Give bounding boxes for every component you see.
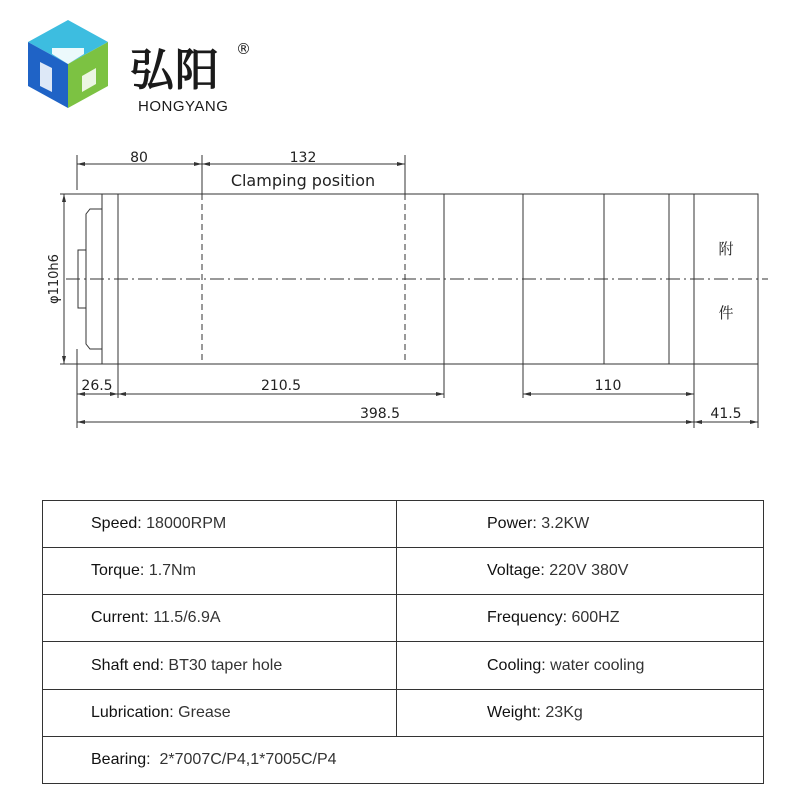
spec-weight: Weight: 23Kg [397, 689, 764, 736]
hongyang-cube-icon [22, 18, 114, 110]
spec-shaft-end: Shaft end: BT30 taper hole [43, 642, 397, 689]
dimension-total: 398.5 [359, 406, 401, 422]
clamping-position-label: Clamping position [230, 171, 376, 190]
accessory-label-1: 附 [718, 240, 734, 258]
table-row [43, 642, 764, 689]
dimension-top-right: 132 [289, 150, 317, 166]
spec-cooling: Cooling: water cooling [397, 642, 764, 689]
brand-logo [22, 18, 251, 115]
dimension-bottom-c: 110 [594, 378, 622, 394]
accessory-label-2: 件 [718, 304, 734, 322]
dimension-diameter: φ110h6 [47, 254, 62, 304]
spec-torque: Torque: 1.7Nm [43, 548, 397, 595]
spec-voltage: Voltage: 220V 380V [397, 548, 764, 595]
spec-current: Current: 11.5/6.9A [43, 595, 397, 642]
dimension-bottom-b: 210.5 [260, 378, 302, 394]
spec-bearing: Bearing: 2*7007C/P4,1*7005C/P4 [43, 736, 764, 783]
brand-name-english: HONGYANG [138, 98, 229, 115]
spec-speed: Speed: 18000RPM [43, 501, 397, 548]
spec-table [42, 500, 764, 784]
table-row [43, 736, 764, 783]
table-row [43, 689, 764, 736]
table-row [43, 501, 764, 548]
table-row [43, 548, 764, 595]
spec-frequency: Frequency: 600HZ [397, 595, 764, 642]
spec-power: Power: 3.2KW [397, 501, 764, 548]
table-row [43, 595, 764, 642]
dimension-tail: 41.5 [710, 406, 742, 422]
spec-lubrication: Lubrication: Grease [43, 689, 397, 736]
dimension-top-left: 80 [130, 150, 148, 166]
brand-name-chinese: 弘阳 [130, 45, 220, 96]
spindle-technical-drawing [0, 140, 800, 440]
dimension-bottom-a: 26.5 [81, 378, 113, 394]
registered-mark: ® [236, 40, 251, 58]
